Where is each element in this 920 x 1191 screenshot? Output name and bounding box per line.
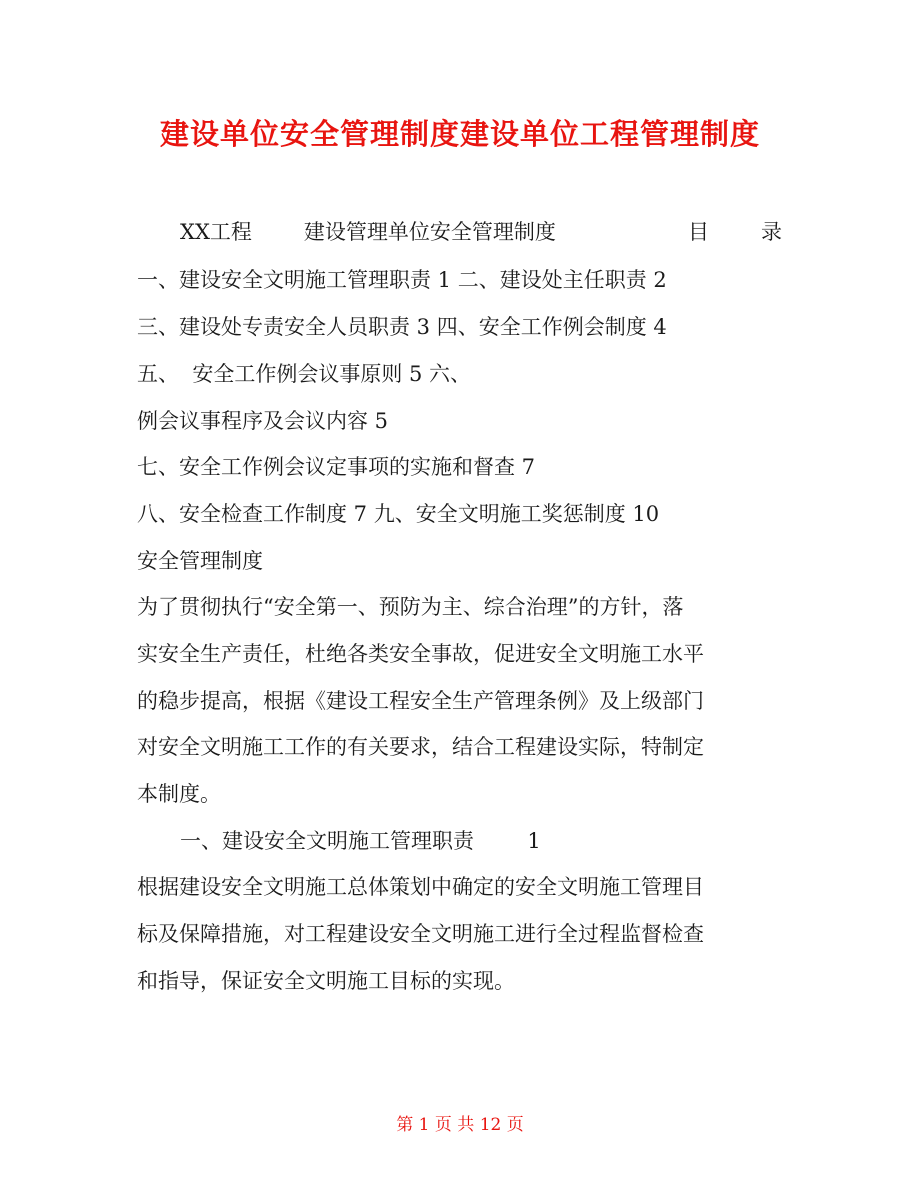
intro-paragraph-line: 实安全生产责任，杜绝各类安全事故，促进安全文明施工水平 xyxy=(137,642,704,666)
toc-line: 七、安全工作例会议定事项的实施和督查 7 xyxy=(137,455,536,479)
toc-line: 五、 安全工作例会议事原则 5 六、 xyxy=(137,362,472,386)
toc-line: 例会议事程序及会议内容 5 xyxy=(137,409,389,433)
intro-paragraph-line: 对安全文明施工工作的有关要求，结合工程建设实际，特制定 xyxy=(137,735,704,759)
toc-header xyxy=(180,216,782,248)
section1-heading: 一、建设安全文明施工管理职责 1 xyxy=(180,829,541,853)
toc-project-name: XX工程 xyxy=(180,220,252,244)
toc-document-name: 建设管理单位安全管理制度 xyxy=(303,220,556,244)
toc-label-lu: 录 xyxy=(761,220,782,244)
toc-line: 一、建设安全文明施工管理职责 1 二、建设处主任职责 2 xyxy=(137,268,667,292)
section-title: 安全管理制度 xyxy=(137,549,263,573)
document-title: 建设单位安全管理制度建设单位工程管理制度 xyxy=(159,117,760,151)
section1-paragraph-line: 根据建设安全文明施工总体策划中确定的安全文明施工管理目 xyxy=(137,875,704,899)
intro-paragraph-line: 本制度。 xyxy=(137,782,221,806)
toc-line: 八、安全检查工作制度 7 九、安全文明施工奖惩制度 10 xyxy=(137,502,660,526)
section1-paragraph-line: 标及保障措施，对工程建设安全文明施工进行全过程监督检查 xyxy=(137,922,704,946)
intro-paragraph-line: 为了贯彻执行“安全第一、预防为主、综合治理”的方针，落 xyxy=(137,595,684,619)
page-footer: 第 1 页 共 12 页 xyxy=(396,1115,524,1135)
toc-label-mu: 目 xyxy=(688,220,709,244)
intro-paragraph-line: 的稳步提高，根据《建设工程安全生产管理条例》及上级部门 xyxy=(137,689,704,713)
toc-line: 三、建设处专责安全人员职责 3 四、安全工作例会制度 4 xyxy=(137,315,667,339)
section1-paragraph-line: 和指导，保证安全文明施工目标的实现。 xyxy=(137,969,515,993)
